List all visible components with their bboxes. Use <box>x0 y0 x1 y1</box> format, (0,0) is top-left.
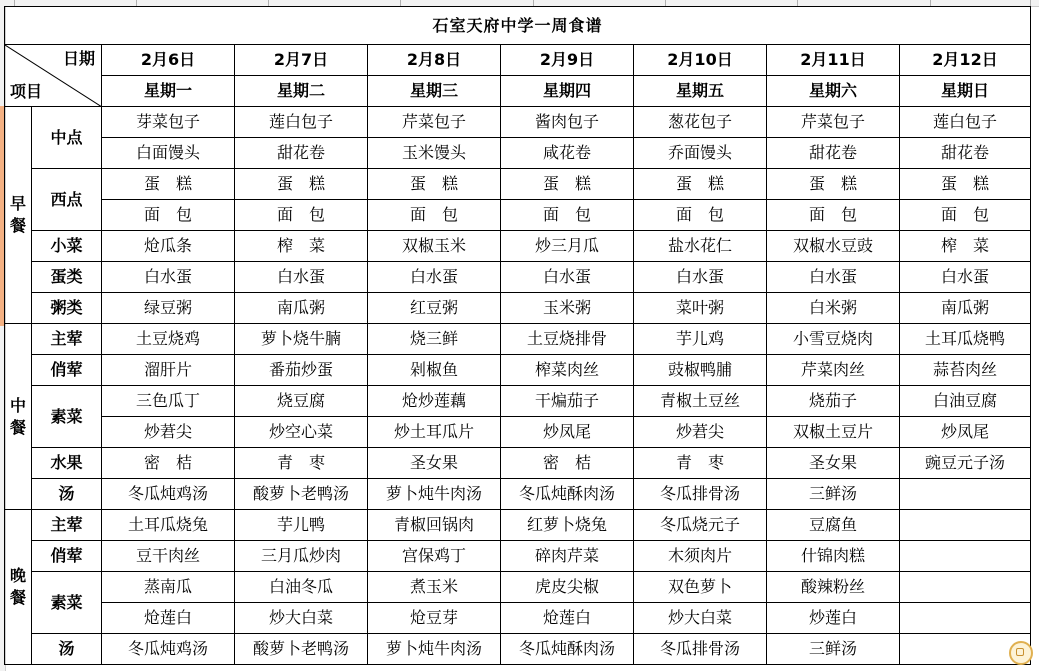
dish-cell: 冬瓜炖鸡汤 <box>102 634 235 665</box>
category-label-shuiguo: 水果 <box>32 448 102 479</box>
dish-cell: 土耳瓜烧兔 <box>102 510 235 541</box>
dish-cell: 榨 菜 <box>235 231 368 262</box>
dish-cell: 豆腐鱼 <box>767 510 900 541</box>
dish-cell: 白水蛋 <box>634 262 767 293</box>
dish-cell: 双色萝卜 <box>634 572 767 603</box>
weekday-cell: 星期六 <box>767 76 900 107</box>
dish-cell: 南瓜粥 <box>900 293 1031 324</box>
weekday-cell: 星期日 <box>900 76 1031 107</box>
dish-cell: 炝瓜条 <box>102 231 235 262</box>
dish-cell: 豌豆元子汤 <box>900 448 1031 479</box>
category-label-xidian: 西点 <box>32 169 102 231</box>
date-cell: 2月8日 <box>368 45 501 76</box>
dish-cell: 菜叶粥 <box>634 293 767 324</box>
dish-cell: 面 包 <box>368 200 501 231</box>
meal-char: 餐 <box>9 216 26 235</box>
dish-cell: 芹菜包子 <box>368 107 501 138</box>
dish-cell <box>900 572 1031 603</box>
dish-cell: 炒莙尖 <box>102 417 235 448</box>
dish-cell: 三月瓜炒肉 <box>235 541 368 572</box>
header-diagonal-cell <box>5 45 102 107</box>
date-cell: 2月10日 <box>634 45 767 76</box>
dish-cell: 炒莲白 <box>767 603 900 634</box>
weekly-menu-table <box>4 6 1031 665</box>
dish-cell: 蛋 糕 <box>501 169 634 200</box>
dish-cell: 白水蛋 <box>368 262 501 293</box>
category-label-zhuhun: 主荤 <box>32 324 102 355</box>
lunch-meal-label <box>5 324 32 510</box>
weekday-cell: 星期五 <box>634 76 767 107</box>
meal-char: 中 <box>9 395 26 415</box>
dish-cell: 白油豆腐 <box>900 386 1031 417</box>
dish-cell: 炒大白菜 <box>235 603 368 634</box>
dish-cell: 绿豆粥 <box>102 293 235 324</box>
dish-cell: 蛋 糕 <box>102 169 235 200</box>
dish-cell: 芹菜包子 <box>767 107 900 138</box>
dish-cell: 面 包 <box>102 200 235 231</box>
dish-cell: 煮玉米 <box>368 572 501 603</box>
dish-cell: 白米粥 <box>767 293 900 324</box>
dish-cell: 蒸南瓜 <box>102 572 235 603</box>
date-cell: 2月7日 <box>235 45 368 76</box>
dish-cell: 芽菜包子 <box>102 107 235 138</box>
dish-cell: 白水蛋 <box>102 262 235 293</box>
dish-cell: 小雪豆烧肉 <box>767 324 900 355</box>
dish-cell: 碎肉芹菜 <box>501 541 634 572</box>
category-label-danlei: 蛋类 <box>32 262 102 293</box>
dish-cell: 双椒水豆豉 <box>767 231 900 262</box>
dish-cell: 豆干肉丝 <box>102 541 235 572</box>
dish-cell: 炝莲白 <box>501 603 634 634</box>
dish-cell: 青 枣 <box>235 448 368 479</box>
dish-cell: 酱肉包子 <box>501 107 634 138</box>
dish-cell: 木须肉片 <box>634 541 767 572</box>
dish-cell: 葱花包子 <box>634 107 767 138</box>
date-cell: 2月11日 <box>767 45 900 76</box>
dish-cell: 烧三鲜 <box>368 324 501 355</box>
dish-cell: 蒜苔肉丝 <box>900 355 1031 386</box>
dish-cell: 三鲜汤 <box>767 479 900 510</box>
dish-cell: 面 包 <box>767 200 900 231</box>
dish-cell: 炒大白菜 <box>634 603 767 634</box>
weekday-cell: 星期二 <box>235 76 368 107</box>
dish-cell: 宫保鸡丁 <box>368 541 501 572</box>
dish-cell: 密 桔 <box>501 448 634 479</box>
dish-cell: 面 包 <box>235 200 368 231</box>
dish-cell: 剁椒鱼 <box>368 355 501 386</box>
dish-cell: 炒莙尖 <box>634 417 767 448</box>
dish-cell: 白水蛋 <box>767 262 900 293</box>
dish-cell: 青 枣 <box>634 448 767 479</box>
dish-cell <box>900 510 1031 541</box>
dish-cell: 炝豆芽 <box>368 603 501 634</box>
dish-cell: 玉米粥 <box>501 293 634 324</box>
dish-cell: 盐水花仁 <box>634 231 767 262</box>
dish-cell: 烧茄子 <box>767 386 900 417</box>
dish-cell: 炒凤尾 <box>900 417 1031 448</box>
dish-cell: 萝卜烧牛腩 <box>235 324 368 355</box>
weekday-cell: 星期四 <box>501 76 634 107</box>
dish-cell <box>900 541 1031 572</box>
dish-cell: 南瓜粥 <box>235 293 368 324</box>
dish-cell: 甜花卷 <box>767 138 900 169</box>
dish-cell: 土耳瓜烧鸭 <box>900 324 1031 355</box>
dish-cell: 萝卜炖牛肉汤 <box>368 634 501 665</box>
category-label-sucai: 素菜 <box>32 572 102 634</box>
dish-cell: 蛋 糕 <box>767 169 900 200</box>
dish-cell: 莲白包子 <box>235 107 368 138</box>
dish-cell: 炒空心菜 <box>235 417 368 448</box>
category-label-qiaohun: 俏荤 <box>32 355 102 386</box>
dish-cell: 红萝卜烧兔 <box>501 510 634 541</box>
dish-cell: 面 包 <box>634 200 767 231</box>
dish-cell: 芹菜肉丝 <box>767 355 900 386</box>
dish-cell: 面 包 <box>900 200 1031 231</box>
meal-char: 餐 <box>9 417 26 437</box>
dish-cell: 三色瓜丁 <box>102 386 235 417</box>
dish-cell <box>900 603 1031 634</box>
dish-cell <box>900 479 1031 510</box>
category-label-tang: 汤 <box>32 479 102 510</box>
category-label-zhuhun: 主荤 <box>32 510 102 541</box>
dish-cell: 甜花卷 <box>900 138 1031 169</box>
date-cell: 2月6日 <box>102 45 235 76</box>
dish-cell: 酸辣粉丝 <box>767 572 900 603</box>
dish-cell: 青椒土豆丝 <box>634 386 767 417</box>
dish-cell: 土豆烧鸡 <box>102 324 235 355</box>
dish-cell: 红豆粥 <box>368 293 501 324</box>
dish-cell: 炝炒莲藕 <box>368 386 501 417</box>
dish-cell: 蛋 糕 <box>368 169 501 200</box>
dish-cell: 芋儿鸡 <box>634 324 767 355</box>
dish-cell: 三鲜汤 <box>767 634 900 665</box>
dish-cell: 榨菜肉丝 <box>501 355 634 386</box>
dish-cell: 双椒玉米 <box>368 231 501 262</box>
dish-cell: 咸花卷 <box>501 138 634 169</box>
dish-cell: 烧豆腐 <box>235 386 368 417</box>
dish-cell: 溜肝片 <box>102 355 235 386</box>
dish-cell: 白面馒头 <box>102 138 235 169</box>
dish-cell: 炝莲白 <box>102 603 235 634</box>
dish-cell: 冬瓜排骨汤 <box>634 479 767 510</box>
category-label-zhoulei: 粥类 <box>32 293 102 324</box>
meal-char: 晚 <box>9 566 26 586</box>
dish-cell: 甜花卷 <box>235 138 368 169</box>
dish-cell: 面 包 <box>501 200 634 231</box>
date-header-label: 日期 <box>62 49 95 68</box>
dish-cell: 蛋 糕 <box>235 169 368 200</box>
category-label-sucai: 素菜 <box>32 386 102 448</box>
dish-cell: 冬瓜炖酥肉汤 <box>501 634 634 665</box>
dish-cell: 冬瓜炖酥肉汤 <box>501 479 634 510</box>
dinner-meal-label <box>5 510 32 665</box>
meal-char: 早 <box>9 194 26 214</box>
dish-cell: 双椒土豆片 <box>767 417 900 448</box>
weekday-cell: 星期一 <box>102 76 235 107</box>
dish-cell: 番茄炒蛋 <box>235 355 368 386</box>
dish-cell: 乔面馒头 <box>634 138 767 169</box>
dish-cell: 白水蛋 <box>501 262 634 293</box>
dish-cell: 土豆烧排骨 <box>501 324 634 355</box>
dish-cell: 密 桔 <box>102 448 235 479</box>
dish-cell: 酸萝卜老鸭汤 <box>235 634 368 665</box>
dish-cell: 干煸茄子 <box>501 386 634 417</box>
dish-cell: 白水蛋 <box>900 262 1031 293</box>
dish-cell: 莲白包子 <box>900 107 1031 138</box>
dish-cell: 酸萝卜老鸭汤 <box>235 479 368 510</box>
dish-cell: 炒凤尾 <box>501 417 634 448</box>
dish-cell: 蛋 糕 <box>900 169 1031 200</box>
dish-cell: 芋儿鸭 <box>235 510 368 541</box>
watermark-seal-icon <box>1009 641 1033 665</box>
category-label-qiaohun: 俏荤 <box>32 541 102 572</box>
dish-cell: 蛋 糕 <box>634 169 767 200</box>
date-cell: 2月9日 <box>501 45 634 76</box>
dish-cell: 虎皮尖椒 <box>501 572 634 603</box>
dish-cell: 榨 菜 <box>900 231 1031 262</box>
dish-cell: 冬瓜排骨汤 <box>634 634 767 665</box>
dish-cell: 豉椒鸭脯 <box>634 355 767 386</box>
weekday-cell: 星期三 <box>368 76 501 107</box>
dish-cell: 白油冬瓜 <box>235 572 368 603</box>
category-label-xiaocai: 小菜 <box>32 231 102 262</box>
dish-cell: 萝卜炖牛肉汤 <box>368 479 501 510</box>
meal-char: 餐 <box>9 588 26 607</box>
menu-title: 石室天府中学一周食谱 <box>5 7 1031 45</box>
category-label-zhongdian: 中点 <box>32 107 102 169</box>
item-header-label: 项目 <box>10 82 43 101</box>
dish-cell: 玉米馒头 <box>368 138 501 169</box>
dish-cell: 圣女果 <box>368 448 501 479</box>
dish-cell: 炒土耳瓜片 <box>368 417 501 448</box>
category-label-tang: 汤 <box>32 634 102 665</box>
date-cell: 2月12日 <box>900 45 1031 76</box>
dish-cell: 炒三月瓜 <box>501 231 634 262</box>
dish-cell: 青椒回锅肉 <box>368 510 501 541</box>
dish-cell: 什锦肉糕 <box>767 541 900 572</box>
dish-cell: 冬瓜烧元子 <box>634 510 767 541</box>
dish-cell: 白水蛋 <box>235 262 368 293</box>
dish-cell: 冬瓜炖鸡汤 <box>102 479 235 510</box>
breakfast-meal-label <box>5 107 32 324</box>
dish-cell: 圣女果 <box>767 448 900 479</box>
